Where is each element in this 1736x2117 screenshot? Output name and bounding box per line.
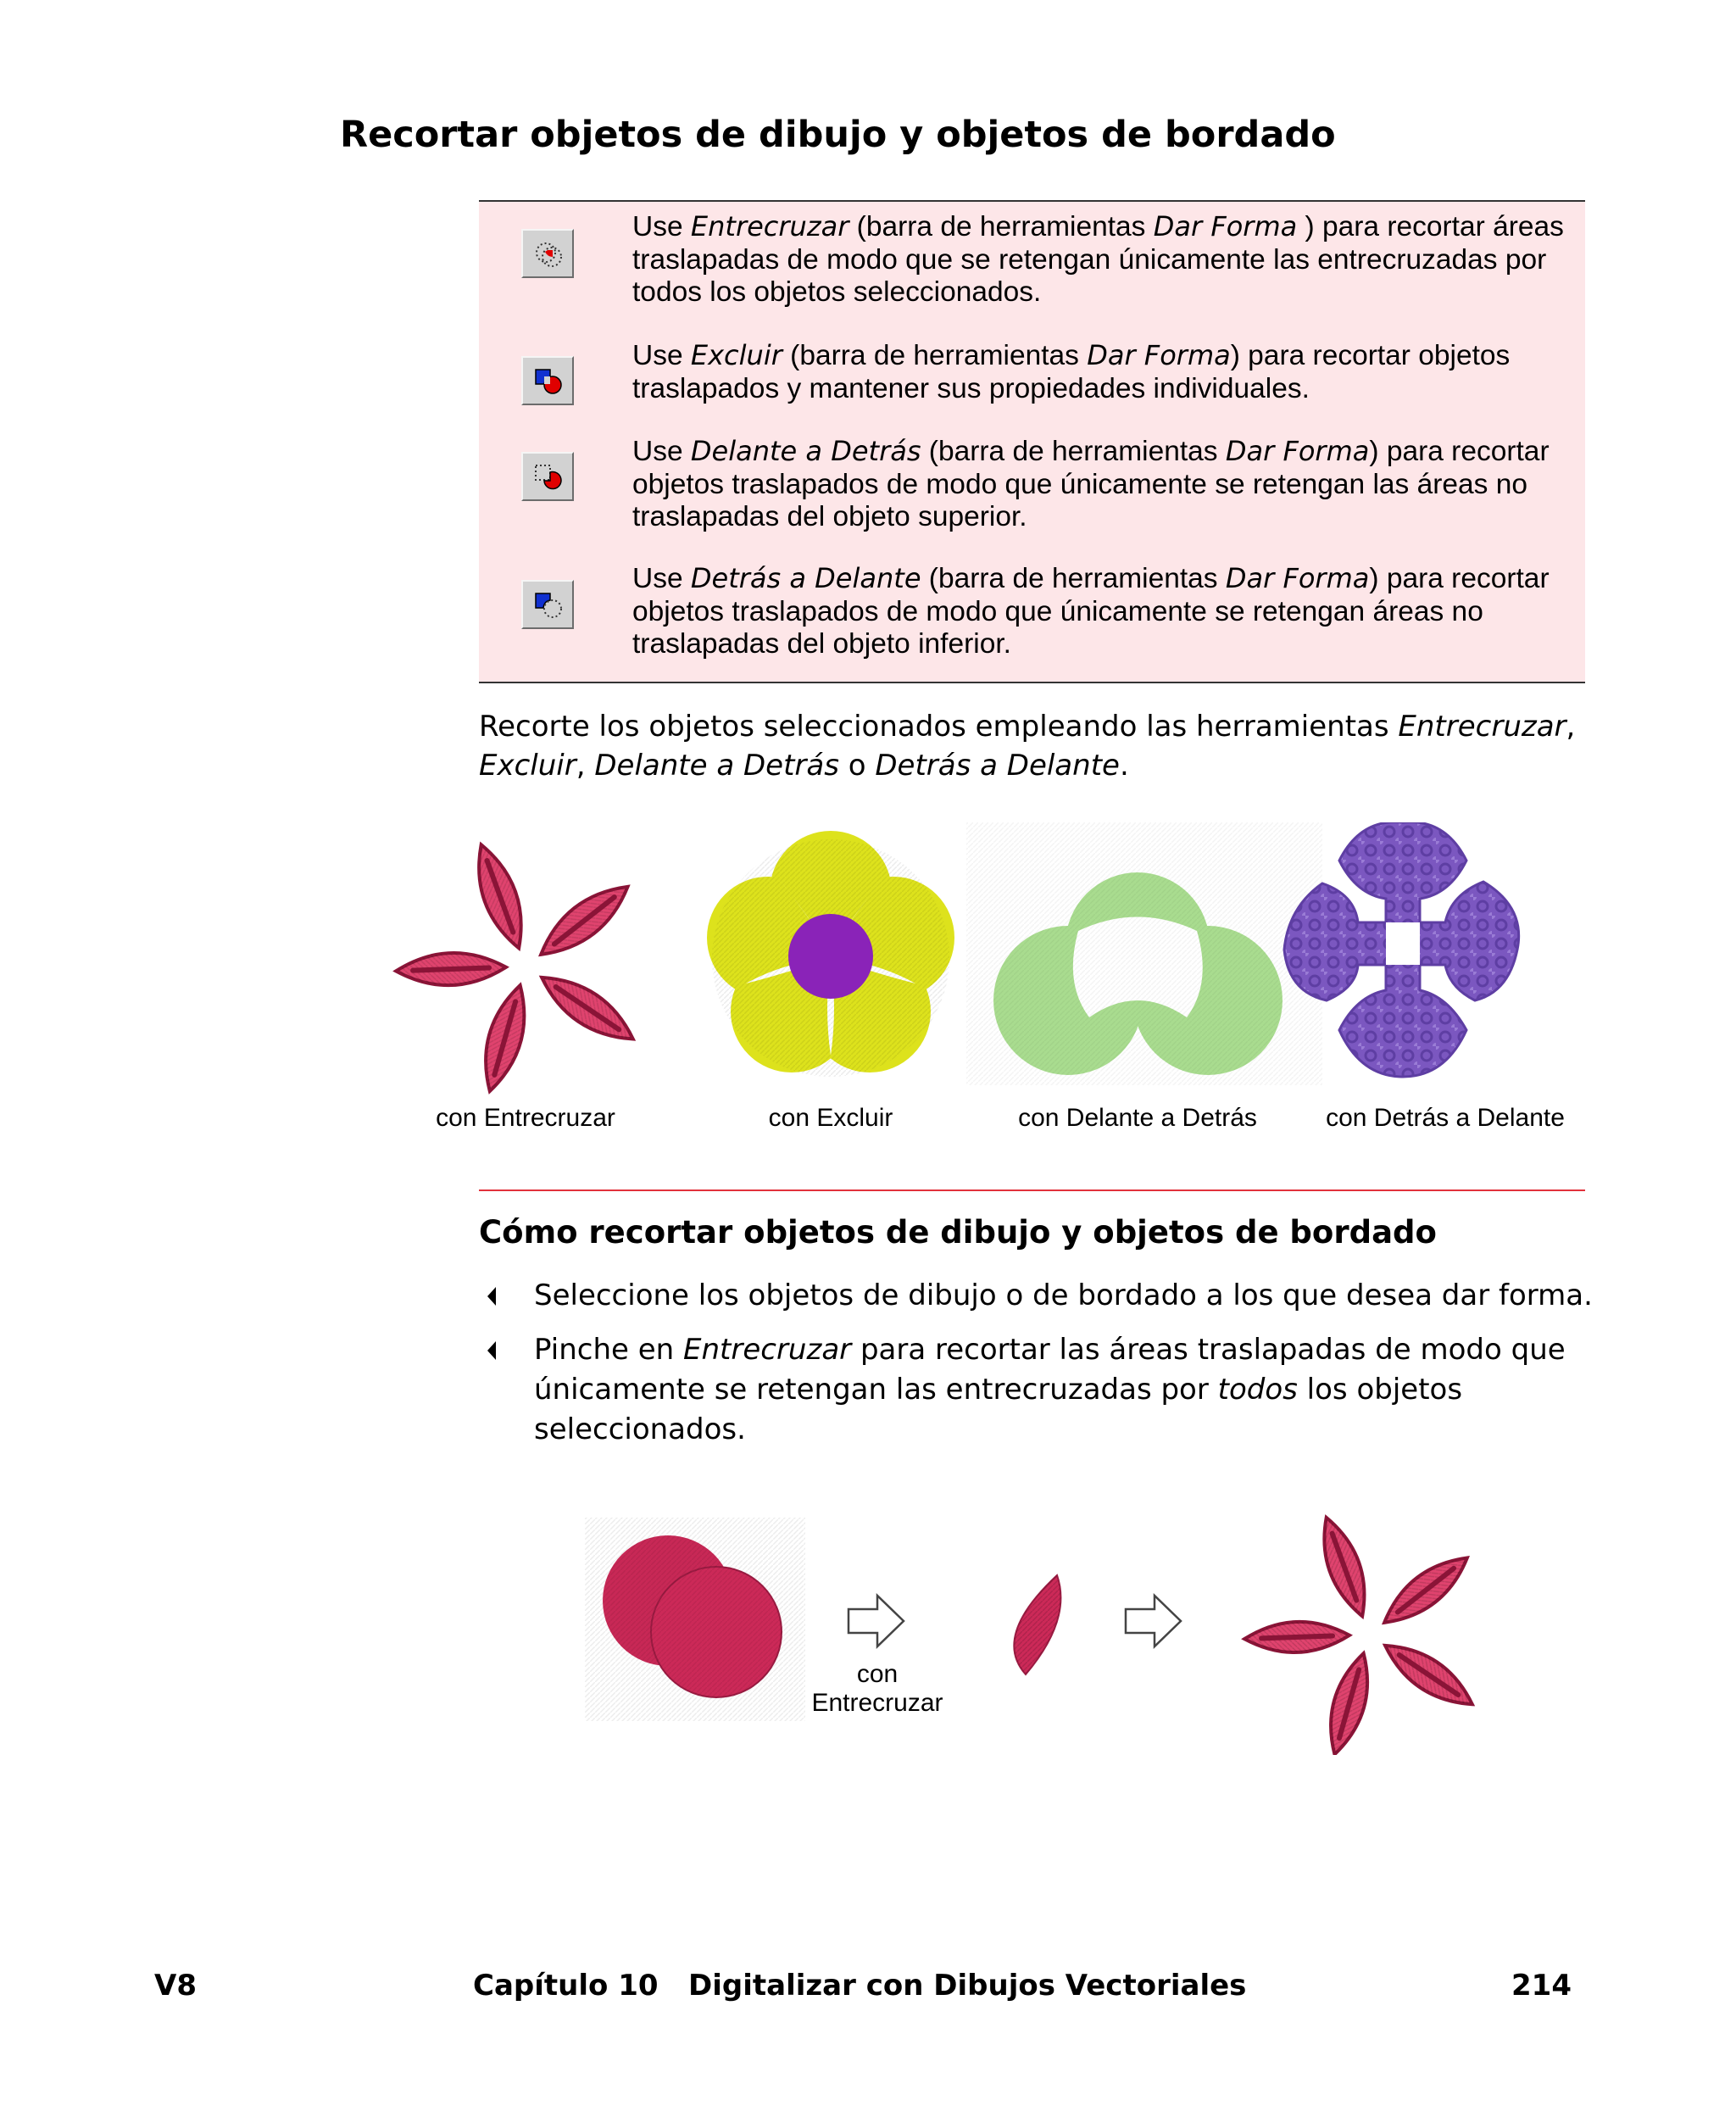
tool-reference-box xyxy=(479,200,1585,683)
bullet-arrow-icon xyxy=(486,1287,498,1306)
page-heading: Recortar objetos de dibujo y objetos de bordado xyxy=(340,114,1336,156)
footer-version: V8 xyxy=(154,1969,197,2003)
front-back-icon[interactable] xyxy=(521,452,574,501)
exclude-icon[interactable] xyxy=(521,356,574,405)
intro-paragraph: Recorte los objetos seleccionados empleando las herramientas Entrecruzar, Excluir, Delante a Detrás o Detrás a Delante. xyxy=(479,710,1576,783)
list-item: Seleccione los objetos de dibujo o de bordado a los que desea dar forma. xyxy=(479,1276,1598,1316)
caption-delante-detras: con Delante a Detrás xyxy=(1018,1104,1257,1132)
back-front-icon[interactable] xyxy=(521,580,574,629)
single-petal xyxy=(1014,1575,1060,1674)
yellow-flower-excluded xyxy=(707,831,954,1077)
tool-description-front-back: Use Delante a Detrás (barra de herramientas Dar Forma) para recortar objetos traslapados de modo que únicamente se retengan las áreas no traslapadas del objeto superior. xyxy=(632,435,1550,532)
bullet-arrow-icon xyxy=(486,1341,498,1360)
steps-list xyxy=(479,1276,1598,1464)
intersect-icon[interactable] xyxy=(521,229,574,278)
howto-heading: Cómo recortar objetos de dibujo y objetos de bordado xyxy=(479,1214,1437,1251)
caption-entrecruzar: con Entrecruzar xyxy=(436,1104,615,1132)
list-item: Pinche en Entrecruzar para recortar las áreas traslapadas de modo que únicamente se retengan las entrecruzadas por todos los objetos seleccionados. xyxy=(479,1330,1598,1450)
five-petal-flower-pink xyxy=(395,839,642,1096)
footer-chapter: Capítulo 10 Digitalizar con Dibujos Vectoriales xyxy=(473,1969,1247,2003)
footer-page-number: 214 xyxy=(1511,1969,1572,2003)
right-arrow-icon xyxy=(1126,1596,1181,1646)
caption-excluir: con Excluir xyxy=(768,1104,893,1132)
section-divider xyxy=(479,1189,1585,1191)
tool-description-exclude: Use Excluir (barra de herramientas Dar Forma) para recortar objetos traslapados y mantener sus propiedades individuales. xyxy=(632,339,1511,404)
overlapping-circles xyxy=(585,1518,805,1721)
shaping-examples-figure xyxy=(373,822,1594,1102)
tool-description-intersect: Use Entrecruzar (barra de herramientas Dar Forma ) para recortar áreas traslapadas de modo que se retengan únicamente las entrecruzadas por todos los objetos seleccionados. xyxy=(632,210,1564,308)
right-arrow-icon xyxy=(849,1596,904,1646)
fig2-caption: con Entrecruzar xyxy=(811,1660,943,1717)
five-petal-flower-rose xyxy=(1244,1513,1480,1755)
caption-detras-delante: con Detrás a Delante xyxy=(1326,1104,1565,1132)
tool-description-back-front: Use Detrás a Delante (barra de herramientas Dar Forma) para recortar objetos traslapados de modo que únicamente se retengan áreas no traslapadas del objeto inferior. xyxy=(632,562,1550,660)
intersect-process-figure xyxy=(585,1484,1526,1755)
green-trefoil-front-back xyxy=(966,822,1322,1085)
